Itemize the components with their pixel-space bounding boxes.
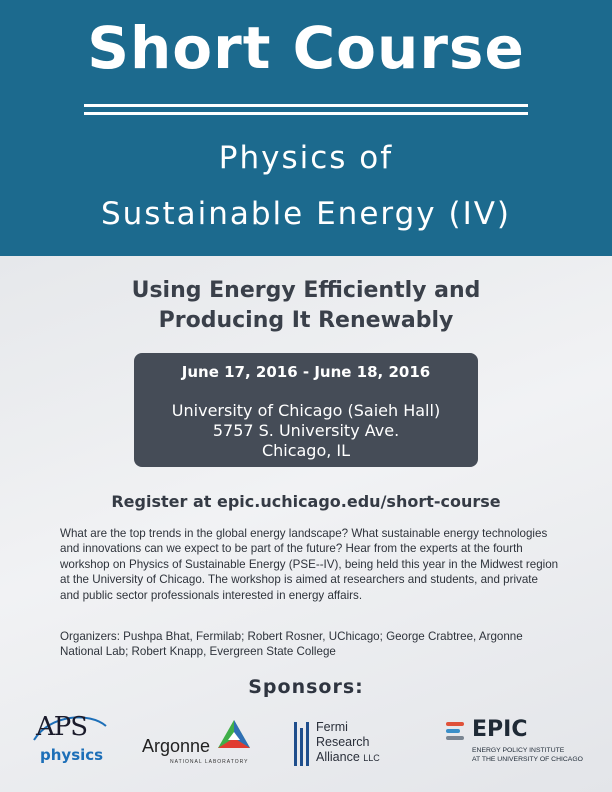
fermi-research-alliance-logo bbox=[292, 720, 422, 770]
aps-physics-logo bbox=[30, 712, 110, 772]
organizers: Organizers: Pushpa Bhat, Fermilab; Robert Rosner, UChicago; George Crabtree, Argonne National Lab; Robert Knapp, Evergreen State College bbox=[60, 630, 523, 659]
fermi-line-2: Research bbox=[316, 735, 370, 749]
argonne-name: Argonne bbox=[142, 736, 211, 756]
sponsors-heading: Sponsors: bbox=[248, 676, 364, 698]
fermi-bars-icon bbox=[292, 722, 312, 766]
event-dates: June 17, 2016 - June 18, 2016 bbox=[181, 363, 431, 381]
tagline-line-2: Producing It Renewably bbox=[158, 308, 454, 333]
venue-name: University of Chicago (Saieh Hall) bbox=[171, 401, 441, 420]
aps-mark: APS bbox=[36, 712, 88, 742]
argonne-sub: NATIONAL LABORATORY bbox=[170, 759, 249, 765]
fermi-line-3 bbox=[316, 750, 380, 766]
epic-line-2: AT THE UNIVERSITY OF CHICAGO bbox=[472, 756, 583, 763]
fermi-line-1: Fermi bbox=[316, 720, 348, 734]
epic-stripes-icon bbox=[446, 720, 468, 744]
epic-line-1: ENERGY POLICY INSTITUTE bbox=[472, 747, 565, 754]
subtitle-line-1: Physics of bbox=[218, 140, 394, 176]
description: What are the top trends in the global energy landscape? What sustainable energy technologies and innovations can we expect to be part of the future? Hear from the experts at the fourth workshop on Physics of Sustainable Energy (PSE--IV), being held this year in the Midwest region at the University of Chicago. The workshop is aimed at researchers and students, and private and public sector professionals interested in energy affairs. bbox=[60, 527, 559, 602]
register-link[interactable]: Register at epic.uchicago.edu/short-course bbox=[111, 492, 501, 511]
epic-name: EPIC bbox=[472, 717, 528, 742]
header-banner bbox=[0, 0, 612, 256]
title-divider-top bbox=[84, 104, 528, 107]
argonne-triangle-icon bbox=[216, 718, 252, 750]
fermi-alliance: Alliance bbox=[316, 750, 360, 764]
epic-logo bbox=[446, 717, 596, 770]
title-divider-bottom bbox=[84, 112, 528, 115]
course-title: Short Course bbox=[87, 14, 525, 82]
argonne-logo bbox=[140, 718, 255, 768]
event-venue bbox=[134, 401, 478, 461]
subtitle-line-2: Sustainable Energy (IV) bbox=[100, 196, 512, 232]
event-info-box bbox=[134, 353, 478, 467]
venue-street: 5757 S. University Ave. bbox=[212, 421, 400, 440]
tagline-line-1: Using Energy Efficiently and bbox=[131, 278, 481, 303]
tagline bbox=[0, 276, 612, 336]
fermi-llc: LLC bbox=[363, 753, 380, 763]
venue-city: Chicago, IL bbox=[261, 441, 351, 460]
aps-sub: physics bbox=[40, 746, 104, 764]
